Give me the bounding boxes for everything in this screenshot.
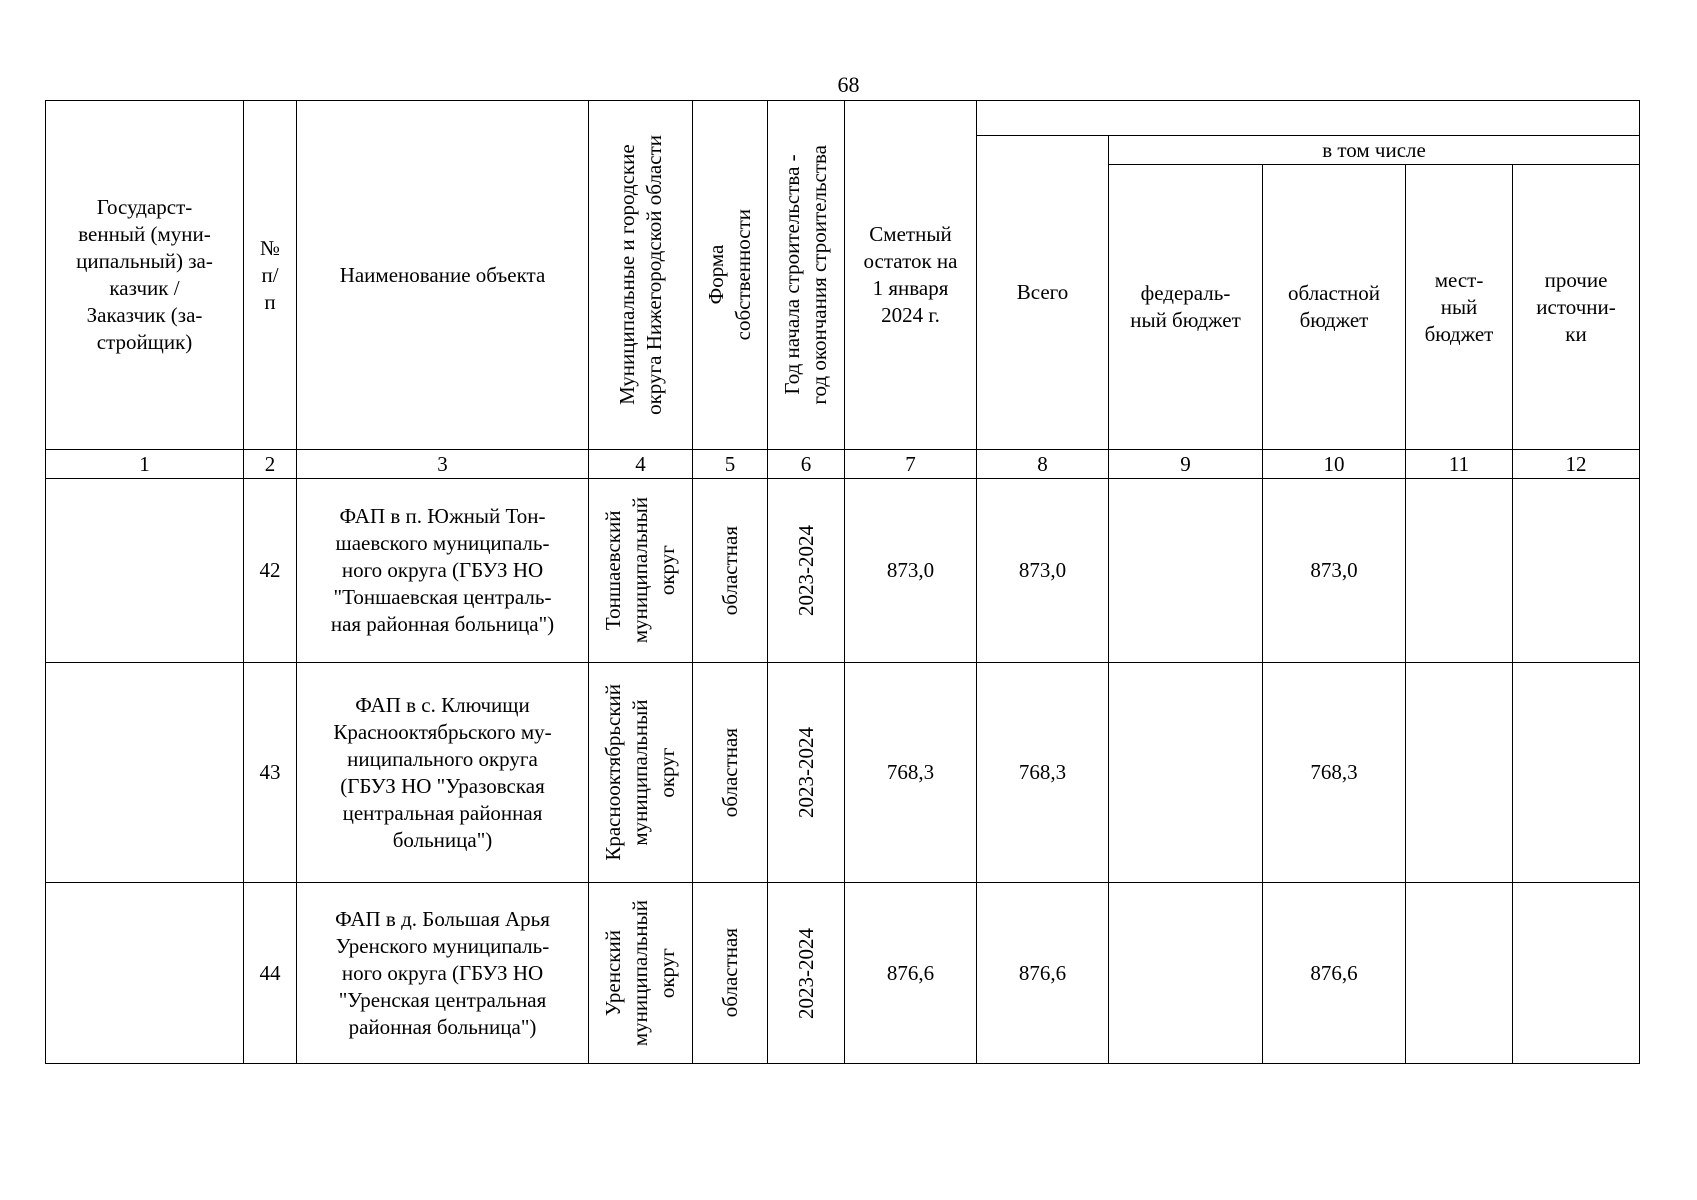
header-district: Муниципальные и городские округа Нижегородской области <box>614 135 666 415</box>
row-years-cell <box>768 663 845 883</box>
column-number: 11 <box>1406 450 1513 479</box>
column-number: 5 <box>693 450 768 479</box>
header-num: № п/ п <box>244 101 297 450</box>
header-balance: Сметный остаток на 1 января 2024 г. <box>845 101 977 450</box>
row-district-cell <box>589 663 693 883</box>
row-district: Уренский муниципальный округ <box>601 899 679 1047</box>
column-number: 3 <box>297 450 589 479</box>
header-customer: Государст- венный (муни- ципальный) за- казчик / Заказчик (за- стройщик) <box>46 101 244 450</box>
header-years: Год начала строительства - год окончания строительства <box>780 145 831 405</box>
column-number: 12 <box>1513 450 1640 479</box>
investment-table <box>45 100 1640 1064</box>
row-ownership: областная <box>717 525 742 616</box>
row-district: Краснооктябрьский муниципальный округ <box>601 684 679 861</box>
row-local <box>1406 479 1513 663</box>
row-ownership-cell <box>693 663 768 883</box>
row-object-name: ФАП в д. Большая Арья Уренского муниципаль- ного округа (ГБУЗ НО "Уренская центральная районная больница") <box>297 883 589 1064</box>
row-local <box>1406 663 1513 883</box>
row-total: 876,6 <box>977 883 1109 1064</box>
row-customer <box>46 479 244 663</box>
row-other <box>1513 883 1640 1064</box>
column-number: 8 <box>977 450 1109 479</box>
row-district: Тоншаевский муниципальный округ <box>601 497 679 644</box>
row-federal <box>1109 663 1263 883</box>
row-years: 2023-2024 <box>793 727 818 818</box>
row-district-cell <box>589 883 693 1064</box>
column-number: 9 <box>1109 450 1263 479</box>
row-balance: 873,0 <box>845 479 977 663</box>
column-number: 1 <box>46 450 244 479</box>
column-number-row <box>46 450 1640 479</box>
row-balance: 876,6 <box>845 883 977 1064</box>
row-customer <box>46 663 244 883</box>
header-financing-group <box>977 101 1640 136</box>
row-num: 43 <box>244 663 297 883</box>
header-federal: федераль- ный бюджет <box>1109 165 1263 450</box>
row-other <box>1513 479 1640 663</box>
row-ownership-cell <box>693 883 768 1064</box>
table-row <box>46 883 1640 1064</box>
row-other <box>1513 663 1640 883</box>
row-federal <box>1109 479 1263 663</box>
header-total: Всего <box>977 136 1109 450</box>
row-object-name: ФАП в с. Ключищи Краснооктябрьского му- ниципального округа (ГБУЗ НО "Уразовская центральная районная больница") <box>297 663 589 883</box>
header-including: в том числе <box>1109 136 1640 165</box>
header-local: мест- ный бюджет <box>1406 165 1513 450</box>
row-regional: 873,0 <box>1263 479 1406 663</box>
row-years: 2023-2024 <box>793 525 818 616</box>
row-ownership: областная <box>717 928 742 1018</box>
header-ownership: Форма собственности <box>704 209 755 341</box>
row-years-cell <box>768 479 845 663</box>
header-object-name: Наименование объекта <box>297 101 589 450</box>
header-ownership-cell <box>693 101 768 450</box>
column-number: 10 <box>1263 450 1406 479</box>
header-district-cell <box>589 101 693 450</box>
row-regional: 876,6 <box>1263 883 1406 1064</box>
column-number: 6 <box>768 450 845 479</box>
header-row <box>46 101 1640 136</box>
row-num: 42 <box>244 479 297 663</box>
header-years-cell <box>768 101 845 450</box>
table-row <box>46 663 1640 883</box>
row-balance: 768,3 <box>845 663 977 883</box>
row-district-cell <box>589 479 693 663</box>
column-number: 4 <box>589 450 693 479</box>
row-years-cell <box>768 883 845 1064</box>
page-number: 68 <box>837 72 860 97</box>
column-number: 2 <box>244 450 297 479</box>
header-other: прочие источни- ки <box>1513 165 1640 450</box>
row-local <box>1406 883 1513 1064</box>
table-row <box>46 479 1640 663</box>
row-object-name: ФАП в п. Южный Тон- шаевского муниципаль- ного округа (ГБУЗ НО "Тоншаевская централь- ная районная больница") <box>297 479 589 663</box>
column-number: 7 <box>845 450 977 479</box>
row-customer <box>46 883 244 1064</box>
row-num: 44 <box>244 883 297 1064</box>
row-ownership-cell <box>693 479 768 663</box>
row-federal <box>1109 883 1263 1064</box>
row-total: 768,3 <box>977 663 1109 883</box>
row-regional: 768,3 <box>1263 663 1406 883</box>
row-years: 2023-2024 <box>793 927 818 1019</box>
row-ownership: областная <box>717 727 742 818</box>
header-regional: областной бюджет <box>1263 165 1406 450</box>
row-total: 873,0 <box>977 479 1109 663</box>
